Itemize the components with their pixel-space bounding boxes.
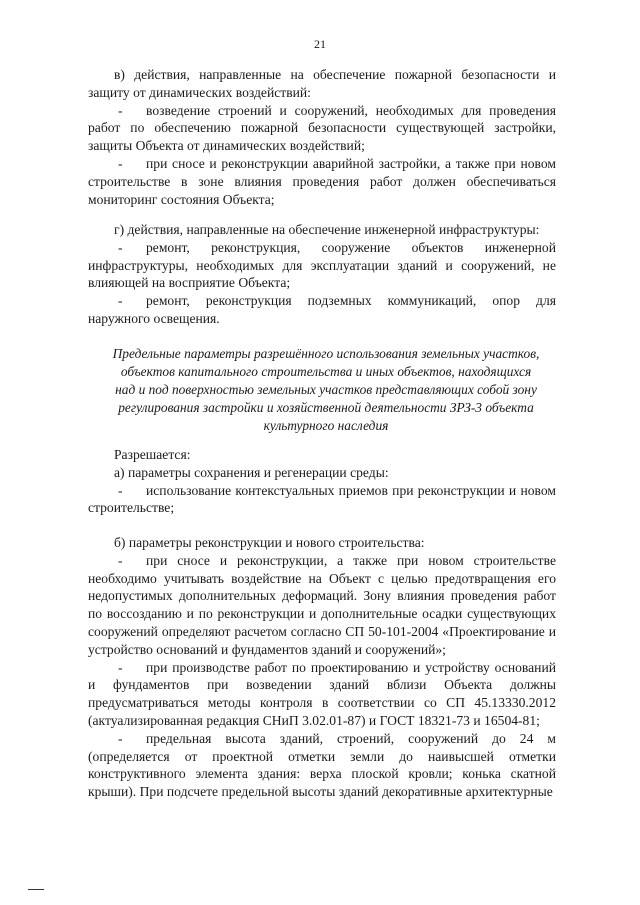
scan-edge-mark	[28, 889, 44, 890]
list-dash: -	[118, 482, 123, 498]
allowed-label: Разрешается:	[114, 447, 191, 462]
list-dash: -	[118, 155, 123, 171]
list-item: - при сносе и реконструкции, а также при новом строительстве необходимо учитывать воздействие на Объект с целью предотвращения его недопустимых дополнительных деформаций. Зону влияния проведения работ по воссозданию и по реконструкции и дополнительные осадки существующих сооружений определяют расчетом согласно СП 50-101-2004 «Проектирование и устройство оснований и фундаментов зданий и сооружений»;	[88, 552, 556, 657]
section-a-intro: а) параметры сохранения и регенерации среды:	[114, 464, 389, 480]
list-dash: -	[118, 102, 123, 118]
section-g-intro: г) действия, направленные на обеспечение инженерной инфраструктуры:	[114, 222, 540, 237]
page-number: 21	[314, 37, 326, 51]
section-b	[88, 534, 556, 801]
list-item: - предельная высота зданий, строений, сооружений до 24 м (определяется от проектной отметки земли до наивысшей отметки конструктивного элемента здания: верха плоской кровли; конька скатной крыши). При подсчете предельной высоты зданий декоративные архитектурные	[88, 730, 556, 800]
section-b-intro: б) параметры реконструкции и нового строительства:	[114, 535, 425, 550]
list-item: - при сносе и реконструкции аварийной застройки, а также при новом строительстве в зоне влияния проведения работ должен обеспечиваться мониторинг состояния Объекта;	[88, 155, 556, 207]
section-g	[88, 221, 556, 328]
list-dash: -	[118, 659, 123, 675]
list-item: - при производстве работ по проектированию и устройству оснований и фундаментов при возведении зданий вблизи Объекта должны предусматриваться методы контроля в соответствии со СП 45.13330.2012 (актуализированная редакция СНиП 3.02.01-87) и ГОСТ 18321-73 и 16504-81;	[88, 659, 556, 728]
list-item: - ремонт, реконструкция, сооружение объектов инженерной инфраструктуры, необходимых для эксплуатации зданий и сооружений, не влияющей на восприятие Объекта;	[88, 239, 556, 291]
list-dash: -	[118, 552, 123, 568]
section-heading-text: Предельные параметры разрешённого использования земельных участков, объектов капитального строительства и иных объектов, находящихся над и под поверхностью земельных участков представляющих собой зону регулирования застройки и хозяйственной деятельности ЗРЗ-3 объекта культурного наследия	[112, 346, 540, 433]
list-dash: -	[118, 730, 123, 746]
list-dash: -	[118, 293, 123, 309]
section-v	[88, 66, 556, 208]
section-v-intro: в) действия, направленные на обеспечение пожарной безопасности и защиту от динамических воздействий:	[88, 67, 556, 100]
list-item: - возведение строений и сооружений, необходимых для проведения работ по обеспечению пожарной безопасности существующей застройки, защиты Объекта от динамических воздействий;	[88, 102, 556, 154]
list-dash: -	[118, 239, 123, 255]
list-item: - ремонт, реконструкция подземных коммуникаций, опор для наружного освещения.	[88, 293, 556, 326]
section-heading	[110, 345, 542, 435]
allowed-section	[88, 446, 556, 517]
list-item: - использование контекстуальных приемов при реконструкции и новом строительстве;	[88, 482, 556, 516]
